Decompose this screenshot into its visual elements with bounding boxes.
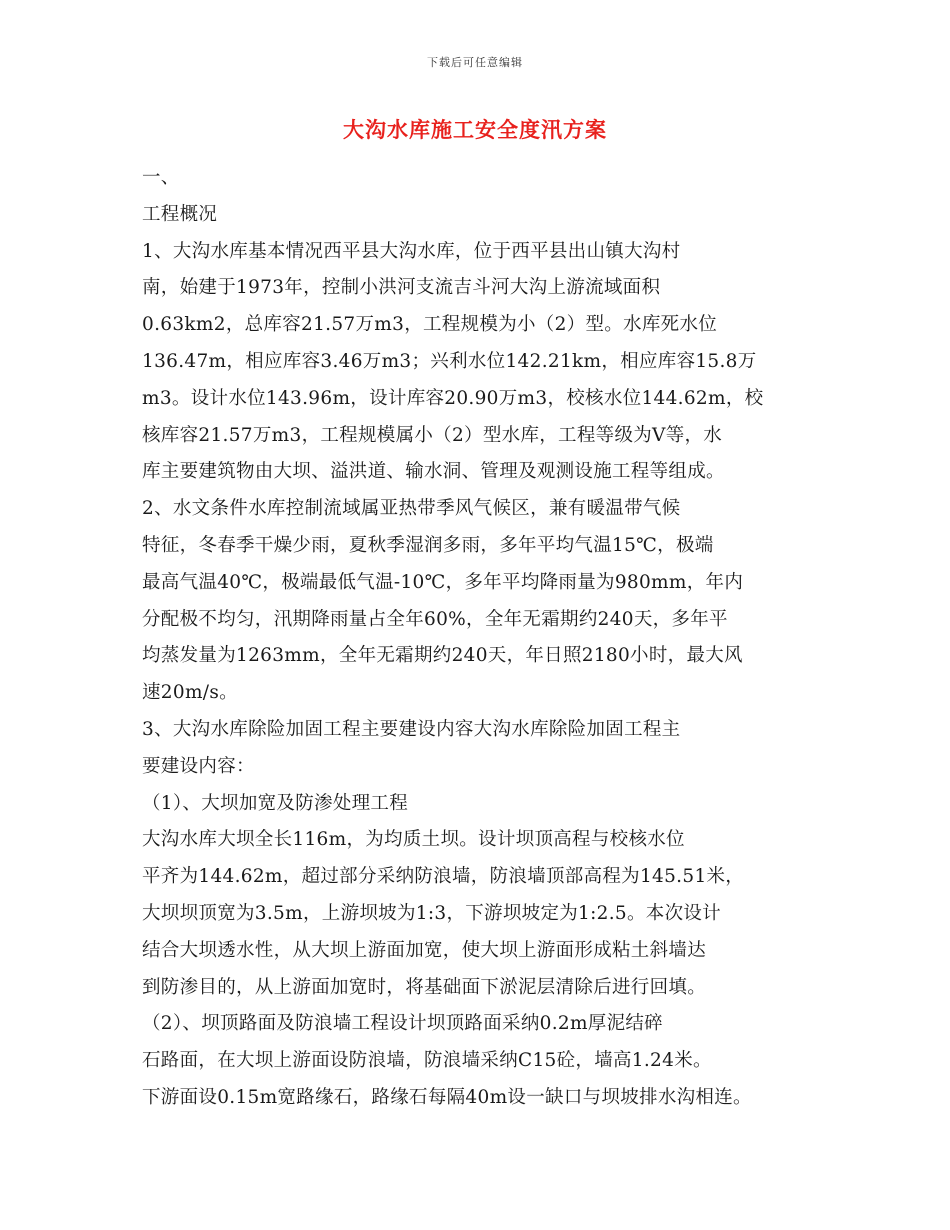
text-line: 库主要建筑物由大坝、溢洪道、输水洞、管理及观测设施工程等组成。 <box>142 461 725 483</box>
text-line: 2、水文条件水库控制流域属亚热带季风气候区，兼有暖温带气候 <box>142 498 681 520</box>
header-note: 下载后可任意编辑 <box>427 56 523 69</box>
text-line: 下游面设0.15m宽路缘石，路缘石每隔40m设一缺口与坝坡排水沟相连。 <box>142 1086 752 1108</box>
document-body <box>142 160 810 1117</box>
text-line: 1、大沟水库基本情况西平县大沟水库，位于西平县出山镇大沟村 <box>142 240 681 262</box>
text-line: 速20m/s。 <box>142 682 238 704</box>
paragraph-hydrology <box>142 491 810 712</box>
text-line: 南，始建于1973年，控制小洪河支流吉斗河大沟上游流域面积 <box>142 277 661 299</box>
text-line: 0.63km2，总库容21.57万m3，工程规模为小（2）型。水库死水位 <box>142 314 718 336</box>
text-line: 最高气温40℃，极端最低气温-10℃，多年平均降雨量为980mm，年内 <box>142 571 744 593</box>
paragraph-road-wall <box>142 1006 810 1116</box>
text-line: 大沟水库大坝全长116m，为均质土坝。设计坝顶高程与校核水位 <box>142 829 685 851</box>
text-line: 石路面，在大坝上游面设防浪墙，防浪墙采纳C15砼，墙高1.24米。 <box>142 1050 712 1072</box>
text-line: 到防渗目的，从上游面加宽时，将基础面下淤泥层清除后进行回填。 <box>142 976 707 998</box>
paragraph-basic-info <box>142 234 810 492</box>
subsection-heading-dam: （1）、大坝加宽及防渗处理工程 <box>142 792 409 814</box>
text-line: 平齐为144.62m，超过部分采纳防浪墙，防浪墙顶部高程为145.51米， <box>142 866 745 888</box>
text-line: 136.47m，相应库容3.46万m3；兴利水位142.21km，相应库容15.8万 <box>142 350 757 372</box>
text-line: 均蒸发量为1263mm，全年无霜期约240天，年日照2180小时，最大风 <box>142 645 743 667</box>
text-line: 特征，冬春季干燥少雨，夏秋季湿润多雨，多年平均气温15℃，极端 <box>142 534 714 556</box>
text-line: 分配极不均匀，汛期降雨量占全年60%，全年无霜期约240天，多年平 <box>142 608 728 630</box>
paragraph-construction-content <box>142 712 810 786</box>
text-line: 3、大沟水库除险加固工程主要建设内容大沟水库除险加固工程主 <box>142 718 681 740</box>
text-line: 核库容21.57万m3，工程规模属小（2）型水库，工程等级为Ⅴ等，水 <box>142 424 723 446</box>
paragraph-dam-widening <box>142 822 810 1006</box>
text-line: 大坝坝顶宽为3.5m，上游坝坡为1:3，下游坝坡定为1:2.5。本次设计 <box>142 902 721 924</box>
document-title: 大沟水库施工安全度汛方案 <box>343 117 607 142</box>
text-line: m3。设计水位143.96m，设计库容20.90万m3，校核水位144.62m，校 <box>142 387 764 409</box>
text-line: （2）、坝顶路面及防浪墙工程设计坝顶路面采纳0.2m厚泥结碎 <box>142 1013 663 1035</box>
text-line: 结合大坝透水性，从大坝上游面加宽，使大坝上游面形成粘土斜墙达 <box>142 939 707 961</box>
text-line: 要建设内容： <box>142 755 255 777</box>
section-heading-overview: 工程概况 <box>142 203 218 225</box>
section-number: 一、 <box>142 167 180 188</box>
